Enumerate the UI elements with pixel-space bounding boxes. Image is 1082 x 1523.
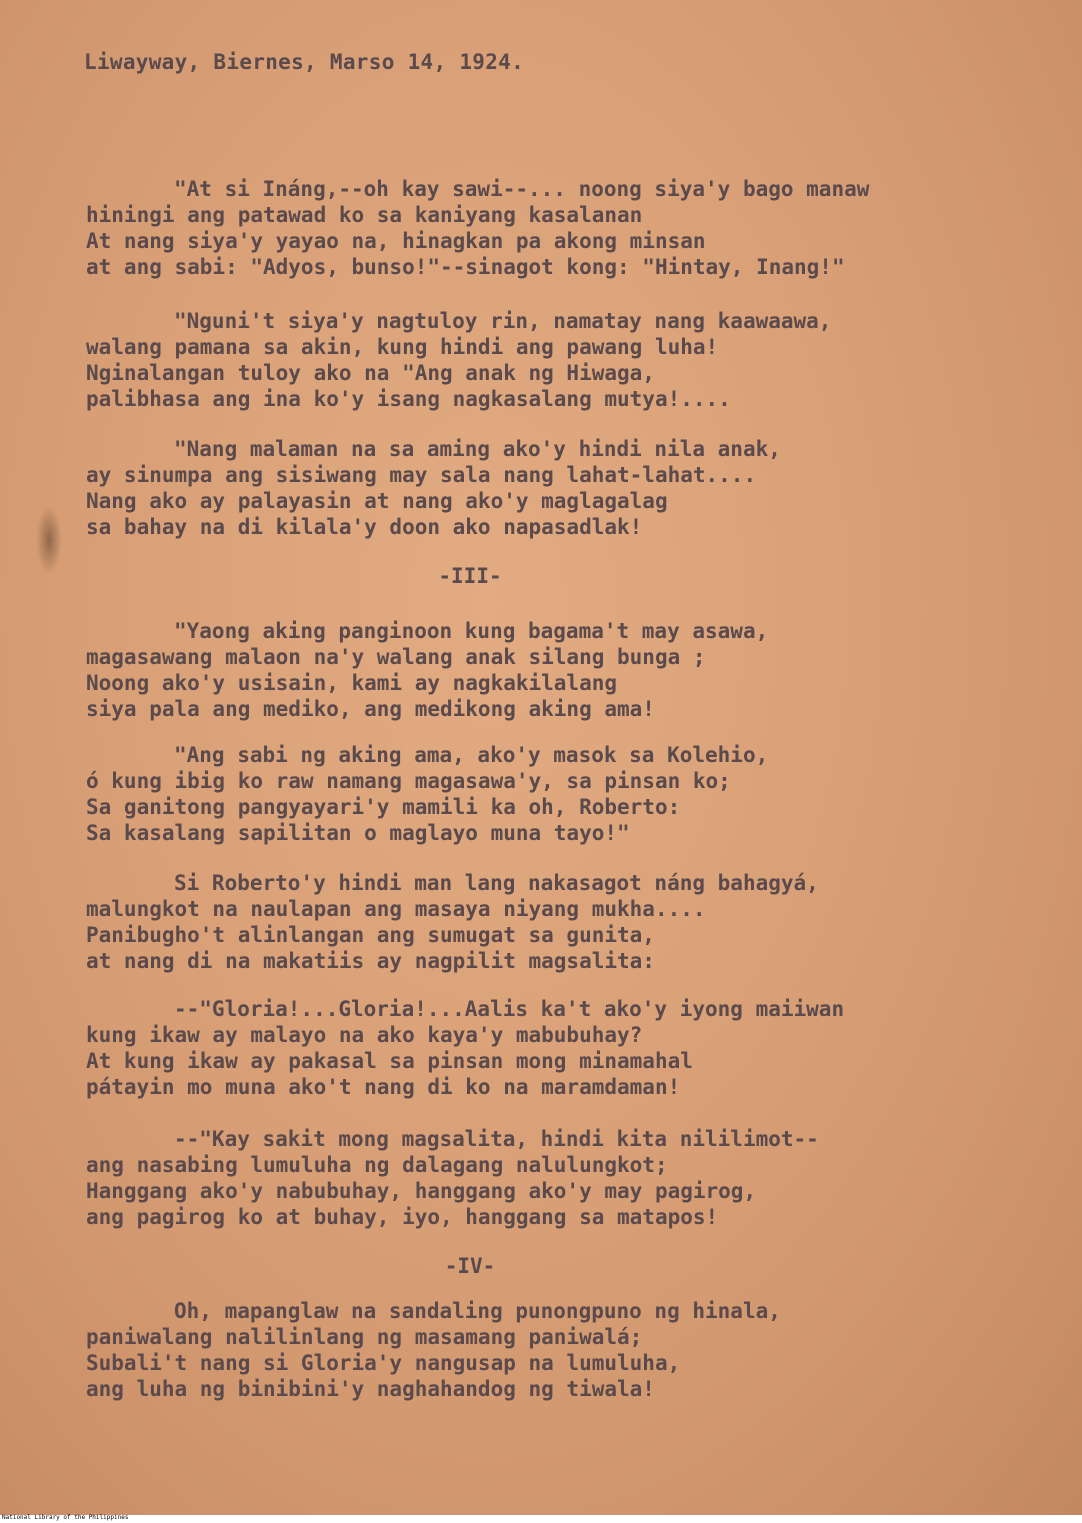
stanza-3 <box>86 436 781 540</box>
verse-line: Sa kasalang sapilitan o maglayo muna tayo!" <box>86 821 630 845</box>
stanza-2 <box>86 308 831 412</box>
verse-line: Panibugho't alinlangan ang sumugat sa gunita, <box>86 923 655 947</box>
verse-line: "Nguni't siya'y nagtuloy rin, namatay nang kaawaawa, <box>174 309 832 333</box>
stanza-4 <box>86 618 768 722</box>
verse-line: Subali't nang si Gloria'y nangusap na lumuluha, <box>86 1351 681 1375</box>
verse-line: walang pamana sa akin, kung hindi ang pawang luha! <box>86 335 719 359</box>
verse-line: --"Kay sakit mong magsalita, hindi kita nililimot-- <box>174 1127 819 1151</box>
verse-line: Oh, mapanglaw na sandaling punongpuno ng hinala, <box>174 1299 781 1323</box>
verse-line: Nang ako ay palayasin at nang ako'y maglagalag <box>86 489 668 513</box>
verse-line: ang pagirog ko at buhay, iyo, hanggang sa matapos! <box>86 1205 719 1229</box>
verse-line: "Yaong aking panginoon kung bagama't may asawa, <box>174 619 769 643</box>
verse-line: paniwalang nalilinlang ng masamang paniwalá; <box>86 1325 643 1349</box>
verse-line: at ang sabi: "Adyos, bunso!"--sinagot kong: "Hintay, Inang!" <box>86 255 845 279</box>
verse-line: ay sinumpa ang sisiwang may sala nang lahat-lahat.... <box>86 463 757 487</box>
document-header: Liwayway, Biernes, Marso 14, 1924. <box>84 50 525 74</box>
verse-line: --"Gloria!...Gloria!...Aalis ka't ako'y iyong maiiwan <box>174 997 845 1021</box>
verse-line: Noong ako'y usisain, kami ay nagkakilalang <box>86 671 618 695</box>
verse-line: at nang di na makatiis ay nagpilit magsalita: <box>86 949 655 973</box>
stanza-7 <box>86 996 844 1100</box>
verse-line: palibhasa ang ina ko'y isang nagkasalang mutya!.... <box>86 387 731 411</box>
library-credit: National Library of the Philippines <box>2 1514 129 1521</box>
verse-line: malungkot na naulapan ang masaya niyang mukha.... <box>86 897 706 921</box>
verse-line: ó kung ibig ko raw namang magasawa'y, sa pinsan ko; <box>86 769 731 793</box>
verse-line: Hanggang ako'y nabubuhay, hanggang ako'y may pagirog, <box>86 1179 757 1203</box>
verse-line: magasawang malaon na'y walang anak silang bunga ; <box>86 645 706 669</box>
verse-line: At nang siya'y yayao na, hinagkan pa akong minsan <box>86 229 706 253</box>
verse-line: "Ang sabi ng aking ama, ako'y masok sa Kolehio, <box>174 743 769 767</box>
verse-line: At kung ikaw ay pakasal sa pinsan mong minamahal <box>86 1049 693 1073</box>
verse-line: pátayin mo muna ako't nang di ko na maramdaman! <box>86 1075 681 1099</box>
verse-line: sa bahay na di kilala'y doon ako napasadlak! <box>86 515 643 539</box>
stanza-6 <box>86 870 819 974</box>
verse-line: ang luha ng binibini'y naghahandog ng tiwala! <box>86 1377 655 1401</box>
verse-line: siya pala ang mediko, ang medikong aking ama! <box>86 697 655 721</box>
section-numeral-iv: -IV- <box>444 1254 496 1278</box>
verse-line: kung ikaw ay malayo na ako kaya'y mabubuhay? <box>86 1023 643 1047</box>
stanza-8 <box>86 1126 819 1230</box>
stanza-5 <box>86 742 768 846</box>
verse-line: hiningi ang patawad ko sa kaniyang kasalanan <box>86 203 643 227</box>
verse-line: "Nang malaman na sa aming ako'y hindi nila anak, <box>174 437 781 461</box>
verse-line: "At si Ináng,--oh kay sawi--... noong siya'y bago manaw <box>174 177 870 201</box>
footer-strip <box>0 1515 1082 1523</box>
stanza-9 <box>86 1298 781 1402</box>
verse-line: Nginalangan tuloy ako na "Ang anak ng Hiwaga, <box>86 361 655 385</box>
stanza-1 <box>86 176 869 280</box>
verse-line: ang nasabing lumuluha ng dalagang nalulungkot; <box>86 1153 668 1177</box>
section-numeral-iii: -III- <box>438 564 502 588</box>
verse-line: Si Roberto'y hindi man lang nakasagot náng bahagyá, <box>174 871 819 895</box>
verse-line: Sa ganitong pangyayari'y mamili ka oh, Roberto: <box>86 795 681 819</box>
